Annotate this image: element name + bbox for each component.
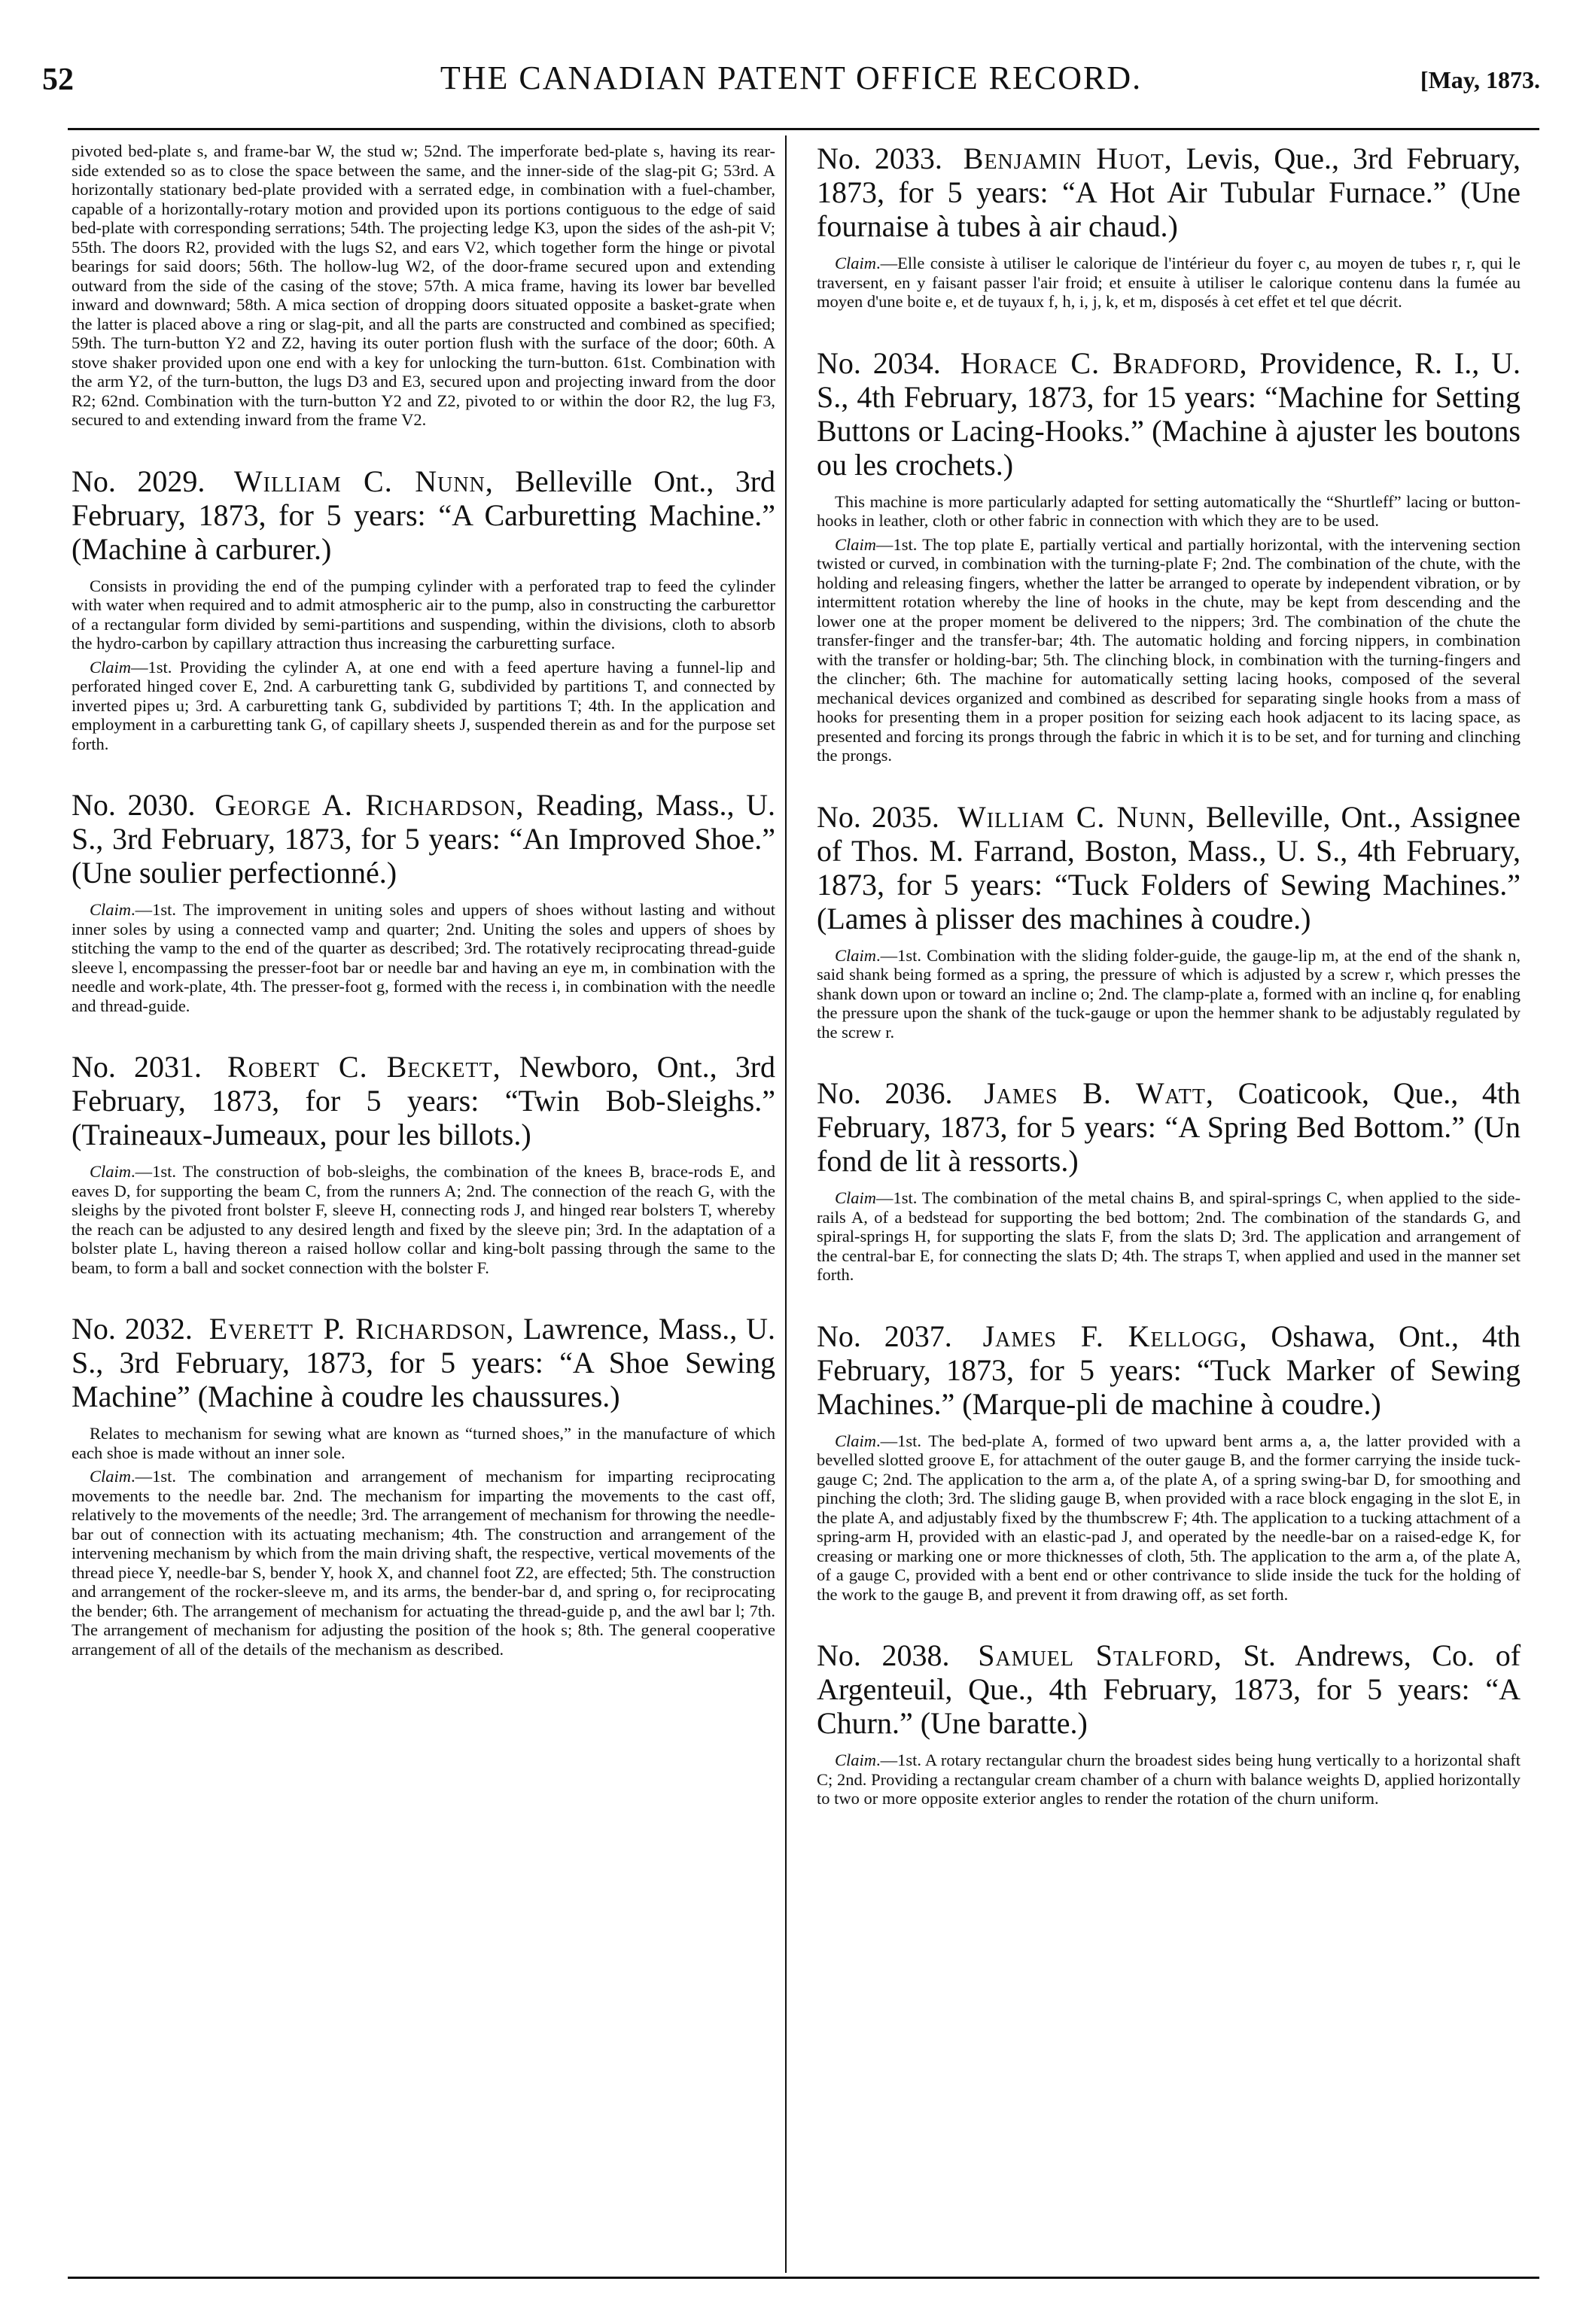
- patent-number: No. 2031.: [72, 1050, 202, 1084]
- patent-number: No. 2035.: [817, 799, 939, 834]
- patentee-name: Everett P. Richardson,: [209, 1312, 515, 1346]
- claim-label: Claim: [835, 534, 877, 554]
- entry-heading: [817, 800, 1521, 935]
- claim-label: Claim: [835, 945, 877, 965]
- patentee-name: William C. Nunn,: [233, 464, 494, 498]
- claim-text: .—1st. A rotary rectangular churn the broadest sides being hung vertically to a horizontal shaft C; 2nd. Providing a rectangular cream chamber of a churn with balance weights D, applied horizontally to two or more opposite exterior angles to render the rotation of the churn uniform.: [817, 1751, 1521, 1808]
- patent-entry-2035: [817, 800, 1521, 1042]
- patent-claim: [72, 1467, 775, 1659]
- patent-entry-2034: [817, 346, 1521, 765]
- claim-text: .—1st. The construction of bob-sleighs, the combination of the knees B, brace-rods E, and eaves D, for supporting the beam C, from the runners A; 2nd. The connection of the reach G, with the sleighs by the pivoted front bolster F, sleeve H, connecting rods J, and hinged rear bolsters T, whereby the reach can be adjusted to any desired length and fixed by the sleeve pin; 3rd. In the adaptation of a bolster plate L, having thereon a raised hollow collar and king-bolt passing through the same to the beam, to form a ball and socket connection with the bolster F.: [72, 1162, 775, 1277]
- patent-entry-2036: [817, 1076, 1521, 1285]
- patent-claim: [817, 946, 1521, 1042]
- claim-label: Claim: [90, 657, 132, 677]
- patent-entry-2038: [817, 1638, 1521, 1808]
- patent-claim: [72, 658, 775, 754]
- patent-details: Levis, Que., 3rd February, 1873, for 5 years: “A Hot Air Tubular Furnace.” (Une fournaise à tubes à air chaud.): [817, 141, 1521, 243]
- patent-details: Newboro, Ont., 3rd February, 1873, for 5 years: “Twin Bob-Sleighs.” (Traineaux-Jumeaux, pour les billots.): [72, 1050, 776, 1151]
- patent-entry-2029: [72, 464, 775, 754]
- right-column: [817, 141, 1521, 1808]
- patent-claim: [817, 1431, 1521, 1605]
- patent-details: St. Andrews, Co. of Argenteuil, Que., 4th February, 1873, for 5 years: “A Churn.” (Une baratte.): [817, 1638, 1521, 1740]
- page-header: [42, 59, 1540, 111]
- patent-details: Reading, Mass., U. S., 3rd February, 1873, for 5 years: “An Improved Shoe.” (Une soulier perfectionné.): [72, 788, 776, 890]
- patent-claim: [817, 1751, 1521, 1808]
- patentee-name: Robert C. Beckett,: [227, 1050, 501, 1084]
- patent-entry-2033: [817, 141, 1521, 312]
- patent-number: No. 2029.: [72, 464, 205, 498]
- issue-date: [May, 1873.: [1420, 66, 1540, 93]
- entry-heading: [72, 788, 775, 890]
- patent-number: No. 2038.: [817, 1638, 950, 1672]
- claim-text: —1st. The top plate E, partially vertical and partially horizontal, with the intervening section twisted or curved, in combination with the turning-plate F; 2nd. The combination of the chute, with the holding and releasing fingers, whether the latter be arranged to operate by independent vibration, or by intermittent rotation whereby the line of hooks in the chute, may be kept from descending and the lower one at the proper moment be delivered to the nippers; 3rd. The combination of the chute the transfer-finger and the transfer-bar; 4th. The automatic holding and forcing nippers, in combination with the transfer or holding-bar; 5th. The clinching block, in combination with the turning-fingers and the clincher; 6th. The machine for automatically setting lacing hooks, composed of the several mechanical devices organized and combined as described for separating single hooks from a mass of hooks for presenting them in a proper position for seizing each hook adjacent to its lacing space, as presented and forcing its prongs through the fabric in which it is to be set, and for turning and clinching the prongs.: [817, 534, 1521, 765]
- patentee-name: James F. Kellogg,: [982, 1319, 1248, 1353]
- patent-claim: [817, 254, 1521, 312]
- patent-claim: [72, 900, 775, 1015]
- patent-description: Relates to mechanism for sewing what are known as “turned shoes,” in the manufacture of which each shoe is made without an inner sole.: [72, 1424, 775, 1462]
- patentee-name: Samuel Stalford,: [978, 1638, 1222, 1672]
- entry-heading: [817, 141, 1521, 243]
- claim-text: —1st. The combination of the metal chains B, and spiral-springs C, when applied to the side-rails A, of a bedstead for supporting the bed bottom; 2nd. The combination of the standards G, and spiral-springs H, for supporting the slats F, from the slats D; 3rd. The application and arrangement of the central-bar E, for connecting the slats D; 4th. The straps T, when applied and used in the manner set forth.: [817, 1188, 1521, 1284]
- patent-claim: [817, 535, 1521, 765]
- patent-entry-2030: [72, 788, 775, 1015]
- patent-details: Lawrence, Mass., U. S., 3rd February, 1873, for 5 years: “A Shoe Sewing Machine” (Machine à coudre les chaussures.): [72, 1312, 776, 1413]
- patent-number: No. 2036.: [817, 1076, 953, 1110]
- entry-heading: [72, 1050, 775, 1151]
- patentee-name: James B. Watt,: [984, 1076, 1214, 1110]
- patent-claim: [817, 1188, 1521, 1285]
- patent-details: Coaticook, Que., 4th February, 1873, for 5 years: “A Spring Bed Bottom.” (Un fond de lit à ressorts.): [817, 1076, 1521, 1178]
- running-title: THE CANADIAN PATENT OFFICE RECORD.: [440, 59, 1143, 96]
- patent-entry-2032: [72, 1312, 775, 1659]
- patent-number: No. 2030.: [72, 788, 196, 822]
- patentee-name: William C. Nunn,: [957, 799, 1195, 834]
- claim-label: Claim: [835, 1431, 877, 1450]
- column-divider: [785, 135, 787, 2273]
- patent-details: Providence, R. I., U. S., 4th February, 1873, for 15 years: “Machine for Setting Buttons or Lacing-Hooks.” (Machine à ajuster les boutons ou les crochets.): [817, 345, 1521, 482]
- patentee-name: Horace C. Bradford,: [960, 345, 1248, 380]
- claim-text: .—1st. The bed-plate A, formed of two upward bent arms a, a, the latter provided with a bevelled slotted groove E, for attachment of the outer gauge B, and the former carrying the inside tuck-gauge C; 2nd. The application to the arm a, of the plate A, of a spring swing-bar D, for smoothing and pinching the cloth; 3rd. The sliding gauge B, when provided with a race block engaging in the slot E, in the plate A, and adjustably fixed by the thumbscrew F; 4th. The application to a tucking attachment of a spring-arm H, provided with an elastic-pad J, and operated by the needle-bar on a raised-edge K, for creasing or marking one or more thicknesses of cloth, 5th. The application to the arm a, of the plate A, of a gauge C, provided with a bent end or other contrivance to slide inside the tuck for the holding of the work to the gauge B, and prevent it from drawing off, as set forth.: [817, 1431, 1521, 1604]
- patent-description: Consists in providing the end of the pumping cylinder with a perforated trap to feed the cylinder with water when required and to admit atmospheric air to the pump, also in constructing the carburettor of a rectangular form divided by semi-partitions and suspending, within the divisions, cloth to absorb the hydro-carbon by capillary attraction thus increasing the carburetting surface.: [72, 576, 775, 652]
- claim-text: —1st. Providing the cylinder A, at one end with a feed aperture having a funnel-lip and perforated hinged cover E, 2nd. A carburetting tank G, subdivided by partitions T, and connected by inverted pipes u; 3rd. A carburetting tank G, subdivided by partitions T; 4th. In the application and employment in a carburetting tank G, of capillary sheets J, suspended therein as and for the purpose set forth.: [72, 657, 775, 753]
- patent-description: This machine is more particularly adapted for setting automatically the “Shurtleff” lacing or button-hooks in leather, cloth or other fabric in connection with which they are to be used.: [817, 491, 1521, 530]
- claim-text: .—Elle consiste à utiliser le calorique de l'intérieur du foyer c, au moyen de tubes r, r, qui le traversent, en y faisant passer l'air froid; et ensuite à utiliser le calorique contenu dans la fumée au moyen d'une boite e, et de tuyaux f, h, i, j, k, et m, disposés à cet effet et tel que décrit.: [817, 254, 1521, 311]
- patent-number: No. 2033.: [817, 141, 942, 175]
- patent-number: No. 2034.: [817, 345, 941, 380]
- header-rule: [68, 128, 1539, 130]
- claim-label: Claim: [835, 1751, 877, 1769]
- claim-label: Claim: [90, 1467, 132, 1486]
- patent-details: Belleville Ont., 3rd February, 1873, for 5 years: “A Carburetting Machine.” (Machine à carburer.): [72, 464, 776, 566]
- page-number: 52: [42, 62, 74, 97]
- claim-text: .—1st. Combination with the sliding folder-guide, the gauge-lip m, at the end of the shank n, said shank being formed as a spring, the pressure of which is adjusted by a screw r, which presses the shank down upon or toward an incline o; 2nd. The clamp-plate a, formed with an incline q, for enabling the pressure upon the shank of the tuck-gauge or upon the hemmer shank to be adjustably regulated by the screw r.: [817, 945, 1521, 1042]
- left-column: [72, 141, 775, 1659]
- patent-entry-2031: [72, 1050, 775, 1277]
- patent-claim: [72, 1162, 775, 1277]
- entry-heading: [72, 1312, 775, 1413]
- patent-number: No. 2037.: [817, 1319, 952, 1353]
- patent-entry-2037: [817, 1319, 1521, 1605]
- claim-label: Claim: [90, 900, 132, 919]
- claim-label: Claim: [835, 254, 877, 272]
- patentee-name: George A. Richardson,: [215, 788, 525, 822]
- patent-details: Belleville, Ont., Assignee of Thos. M. Farrand, Boston, Mass., U. S., 4th February, 1873, for 5 years: “Tuck Folders of Sewing Machines.” (Lames à plisser des machines à coudre.): [817, 799, 1521, 935]
- claim-label: Claim: [835, 1188, 877, 1207]
- entry-heading: [817, 1319, 1521, 1421]
- entry-heading: [72, 464, 775, 566]
- patent-number: No. 2032.: [72, 1312, 193, 1346]
- claim-text: .—1st. The combination and arrangement of mechanism for imparting reciprocating movements to the needle bar. 2nd. The mechanism for imparting the movements to the cast off, relatively to the movements of the needle; 3rd. The arrangement of mechanism for throwing the needle-bar out of connection with its actuating mechanism; 4th. The construction and arrangement of the intervening mechanism by which from the main driving shaft, the respective, vertical movements of the thread piece Y, needle-bar S, bender Y, hook X, and channel foot Z2, are effected; 5th. The construction and arrangement of the rocker-sleeve m, and its arms, the bender-bar d, and spring o, for reciprocating the bender; 6th. The arrangement of mechanism for actuating the thread-guide p, and the awl bar l; 7th. The arrangement of mechanism for adjusting the position of the hook s; 8th. The general cooperative arrangement of all of the details of the mechanism as described.: [72, 1467, 775, 1659]
- footer-rule: [68, 2277, 1539, 2279]
- continuation-text: pivoted bed-plate s, and frame-bar W, the stud w; 52nd. The imperforate bed-plate s, having its rear-side extended so as to close the space between the same, and the inner-side of the slag-pit G; 53rd. A horizontally stationary bed-plate provided with a serrated edge, in combination with a fuel-chamber, capable of a horizontally-rotary motion and provided upon its portions contiguous to the edge of said bed-plate with corresponding serrations; 54th. The projecting ledge K3, upon the sides of the ash-pit V; 55th. The doors R2, provided with the lugs S2, and ears V2, which together form the hinge or pivotal bearings for said doors; 56th. The hollow-lug W2, of the door-frame secured upon and extending outward from the side of the casing of the stove; 57th. A mica frame, having its lower bar bevelled inward and downward; 58th. A mica section of dropping doors situated opposite a basket-grate when the latter is placed above a ring or slag-pit, and all the parts are constructed and combined as specified; 59th. The turn-button Y2 and Z2, having its outer portion flush with the surface of the door; 60th. A stove shaker provided upon one end with a key for unlocking the turn-button. 61st. Combination with the arm Y2, of the turn-button, the lugs D3 and E3, secured upon and projecting inward from the door R2; 62nd. Combination with the turn-button Y2 and Z2, pivoted to or within the door R2, the lug F3, secured to and extending inward from the frame V2.: [72, 141, 775, 429]
- patentee-name: Benjamin Huot,: [963, 141, 1173, 175]
- entry-heading: [817, 1076, 1521, 1178]
- entry-heading: [817, 1638, 1521, 1740]
- claim-text: .—1st. The improvement in uniting soles and uppers of shoes without lasting and without inner soles by using a connected vamp and quarter; 2nd. Uniting the soles and uppers of shoes by stitching the vamp to the end of the quarter as described; 3rd. The rotatively reciprocating thread-guide sleeve l, encompassing the presser-foot bar or needle bar and having an eye m, in combination with the needle and work-plate, 4th. The presser-foot g, formed with the recess i, in combination with the needle and thread-guide.: [72, 900, 775, 1015]
- claim-label: Claim: [90, 1162, 132, 1181]
- entry-heading: [817, 346, 1521, 482]
- patent-details: Oshawa, Ont., 4th February, 1873, for 5 years: “Tuck Marker of Sewing Machines.” (Marque-pli de machine à coudre.): [817, 1319, 1521, 1421]
